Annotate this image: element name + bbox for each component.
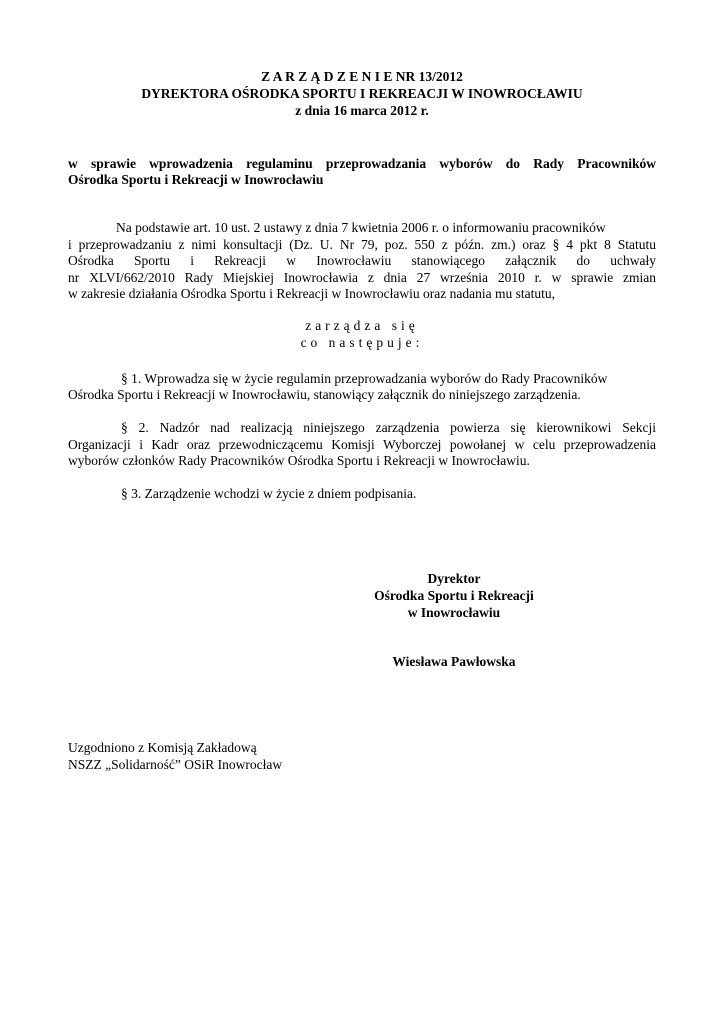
paragraph-3-line-1: § 3. Zarządzenie wchodzi w życie z dniem podpisania. (121, 486, 417, 501)
agreement-line-2: NSZZ „Solidarność” OSiR Inowrocław (68, 757, 283, 772)
preamble-line-1: Na podstawie art. 10 ust. 2 ustawy z dnia 7 kwietnia 2006 r. o informowaniu pracowników (116, 220, 606, 235)
paragraph-2-line-1: § 2. Nadzór nad realizacją niniejszego zarządzenia powierza się kierownikowi Sekcji (121, 420, 656, 435)
paragraph-2-line-2: Organizacji i Kadr oraz przewodniczącemu Komisji Wyborczej powołanej w celu przeprowadzenia (68, 437, 656, 452)
signatory-name: Wiesława Pawłowska (392, 654, 516, 669)
paragraph-1-line-1: § 1. Wprowadza się w życie regulamin przeprowadzania wyborów do Rady Pracowników (121, 371, 608, 386)
decree-date: z dnia 16 marca 2012 r. (295, 103, 429, 118)
signature-title-3: w Inowrocławiu (407, 605, 501, 620)
signature-title-2: Ośrodka Sportu i Rekreacji (374, 588, 534, 603)
paragraph-1-line-2: Ośrodka Sportu i Rekreacji w Inowrocławiu, stanowiący załącznik do niniejszego zarządzenia. (68, 387, 581, 402)
decree-phrase-2: co następuje: (300, 335, 424, 350)
signature-title-1: Dyrektor (427, 571, 481, 586)
decree-number: Z A R Z Ą D Z E N I E NR 13/2012 (261, 69, 463, 84)
paragraph-2-line-3: wyborów członków Rady Pracowników Ośrodka Sportu i Rekreacji w Inowrocławiu. (68, 453, 530, 468)
subject-line-2: Ośrodka Sportu i Rekreacji w Inowrocławiu (68, 172, 324, 187)
preamble-line-2: i przeprowadzaniu z nimi konsultacji (Dz. U. Nr 79, poz. 550 z późn. zm.) oraz § 4 pkt 8 Statutu (68, 237, 656, 252)
issuer-title: DYREKTORA OŚRODKA SPORTU I REKREACJI W INOWROCŁAWIU (141, 86, 583, 101)
decree-phrase-1: zarządza się (305, 318, 419, 333)
preamble-line-4: nr XLVI/662/2010 Rady Miejskiej Inowrocławia z dnia 27 września 2010 r. w sprawie zmian (68, 270, 656, 285)
agreement-line-1: Uzgodniono z Komisją Zakładową (68, 740, 257, 755)
preamble-line-3: Ośrodka Sportu i Rekreacji w Inowrocławiu stanowiącego załącznik do uchwały (68, 253, 656, 268)
preamble-line-5: w zakresie działania Ośrodka Sportu i Rekreacji w Inowrocławiu oraz nadania mu statutu, (68, 286, 555, 301)
subject-line-1: w sprawie wprowadzenia regulaminu przeprowadzania wyborów do Rady Pracowników (68, 156, 656, 171)
